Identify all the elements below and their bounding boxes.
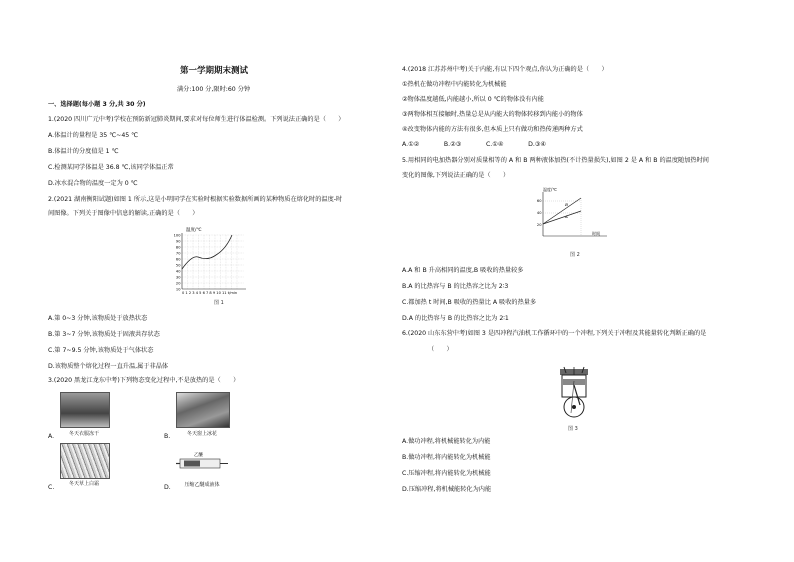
q3-option-c: C. [48,484,55,491]
q3-d-caption: 压缩乙醚成液体 [184,482,220,488]
q1-stem: 1.(2020 四川广元中考)学校在预防新冠肺炎期间,要求对每位师生进行体温检测。下列说法正确的是（ ） [48,116,345,123]
q1-option-b: B.体温计的分度值是 1 ℃ [48,148,119,155]
photo-frozen-clothes [60,392,110,428]
q1-option-a: A.体温计的量程是 35 ℃~45 ℃ [48,132,139,139]
q5-stem-line1: 5.用相同的电加热器分别对质量相等的 A 和 B 两种液体加热(不计热量损失),如图 2 是 A 和 B 的温度随加热时间 [402,157,709,164]
figure-1-ylabel: 温度/℃ [186,228,202,233]
q2-stem-line2: 间图像。下列关于图像中信息的解读,正确的是（ ） [48,210,199,217]
svg-text:时间: 时间 [592,231,600,236]
q4-opinion-1: ①热机在做功冲程中内能转化为机械能 [402,81,507,88]
exam-meta: 满分:100 分,限时:60 分钟 [177,86,251,93]
figure-1-caption: 图 1 [214,300,224,306]
figure-1-xticks: 0 1 2 3 4 5 6 7 8 9 10 11 t/min [182,291,238,295]
svg-text:30: 30 [175,275,181,280]
svg-text:90: 90 [175,239,181,244]
q2-stem-line1: 2.(2021 湖南衡阳试题)如图 1 所示,这是小明同学在实验时根据实验数据所画的某种物质在熔化时的温度-时 [48,196,343,203]
q4-opinion-3: ③两物体相互接触时,热量总是从内能大的物体转移到内能小的物体 [402,111,583,118]
q1-option-d: D.冰水混合物的温度一定为 0 ℃ [48,180,138,187]
q3-option-b: B. [164,433,171,440]
q3-a-caption: 冬天衣服冻干 [68,431,99,437]
q2-option-b: B.第 3~7 分钟,该物质处于固液共存状态 [48,331,160,338]
q4-stem: 4.(2018 江苏苏州中考)关于内能,有以下四个观点,你认为正确的是（ ） [402,66,608,73]
svg-text:20: 20 [175,281,181,286]
section-heading: 一、选择题(每小题 3 分,共 30 分) [48,101,146,108]
q6-option-c: C.压缩冲程,将内能转化为机械能 [402,470,491,477]
figure-1-graph [172,225,282,295]
figure-2-ylabel: 温度/℃ [543,187,557,192]
q5-option-d: D.A 的比热容与 B 的比热容之比为 2∶1 [402,315,509,322]
svg-text:60: 60 [536,199,542,203]
figure-2-line-b [543,198,581,224]
svg-text:A: A [565,214,568,219]
q1-option-c: C.检测某同学体温是 36.8 ℃,该同学体温正常 [48,164,174,171]
figure-3-engine [552,365,596,419]
q5-option-b: B.A 的比热容与 B 的比热容之比为 2∶3 [402,283,509,290]
q4-opinion-2: ②物体温度越低,内能越小,所以 0 ℃的物体没有内能 [402,96,544,103]
figure-2-caption: 图 2 [570,252,580,258]
figure-2-graph [535,186,615,246]
q5-option-a: A.A 和 B 升高相同的温度,B 吸收的热量较多 [402,267,524,274]
q6-option-b: B.做功冲程,将内能转化为机械能 [402,454,491,461]
q3-stem: 3.(2020 黑龙江龙东中考)下列物态变化过程中,不是放热的是（ ） [48,377,240,384]
q4-opinion-4: ④改变物体内能的方法有很多,但本质上只有做功和热传递两种方式 [402,126,583,133]
q6-stem: 6.(2020 山东东营中考)如图 3 是四冲程汽油机工作循环中的一个冲程,下列关于冲程及其能量转化判断正确的是 [402,330,707,337]
q6-option-a: A.做功冲程,将机械能转化为内能 [402,438,491,445]
photo-grass-frost [60,443,110,479]
svg-text:40: 40 [536,211,542,215]
svg-text:70: 70 [175,251,181,256]
q2-option-a: A.第 0~3 分钟,该物质处于放热状态 [48,315,148,322]
q5-stem-line2: 变化的图像,下列说法正确的是（ ） [402,172,510,179]
svg-text:100: 100 [173,233,181,238]
svg-text:80: 80 [175,245,181,250]
q2-option-c: C.第 7~9.5 分钟,该物质处于气体状态 [48,347,154,354]
q2-option-d: D.该物质整个熔化过程一直升温,属于非晶体 [48,363,169,370]
svg-text:B: B [565,202,568,207]
q6-paren: （ ） [428,346,453,353]
svg-text:40: 40 [175,269,181,274]
q3-option-a: A. [48,433,55,440]
q3-option-d: D. [164,484,171,491]
q3-b-caption: 冬天窗上冰花 [186,431,217,437]
svg-text:10: 10 [175,287,181,292]
q3-c-caption: 冬天草上白霜 [68,481,99,487]
svg-text:60: 60 [175,257,181,262]
figure-1-curve [182,235,232,269]
svg-text:乙醚: 乙醚 [194,453,203,458]
svg-text:20: 20 [536,223,542,227]
svg-text:50: 50 [175,263,181,268]
photo-window-frost [176,392,230,428]
syringe-ether-illustration [174,451,230,473]
q5-option-c: C.都加热 t 时间,B 吸收的热量比 A 吸收的热量多 [402,299,537,306]
q4-choices: A.①② B.②③ C.①④ D.③④ [402,141,546,148]
page-title: 第一学期期末测试 [180,66,249,76]
q6-option-d: D.压缩冲程,将机械能转化为内能 [402,486,492,493]
figure-3-caption: 图 3 [568,426,578,432]
